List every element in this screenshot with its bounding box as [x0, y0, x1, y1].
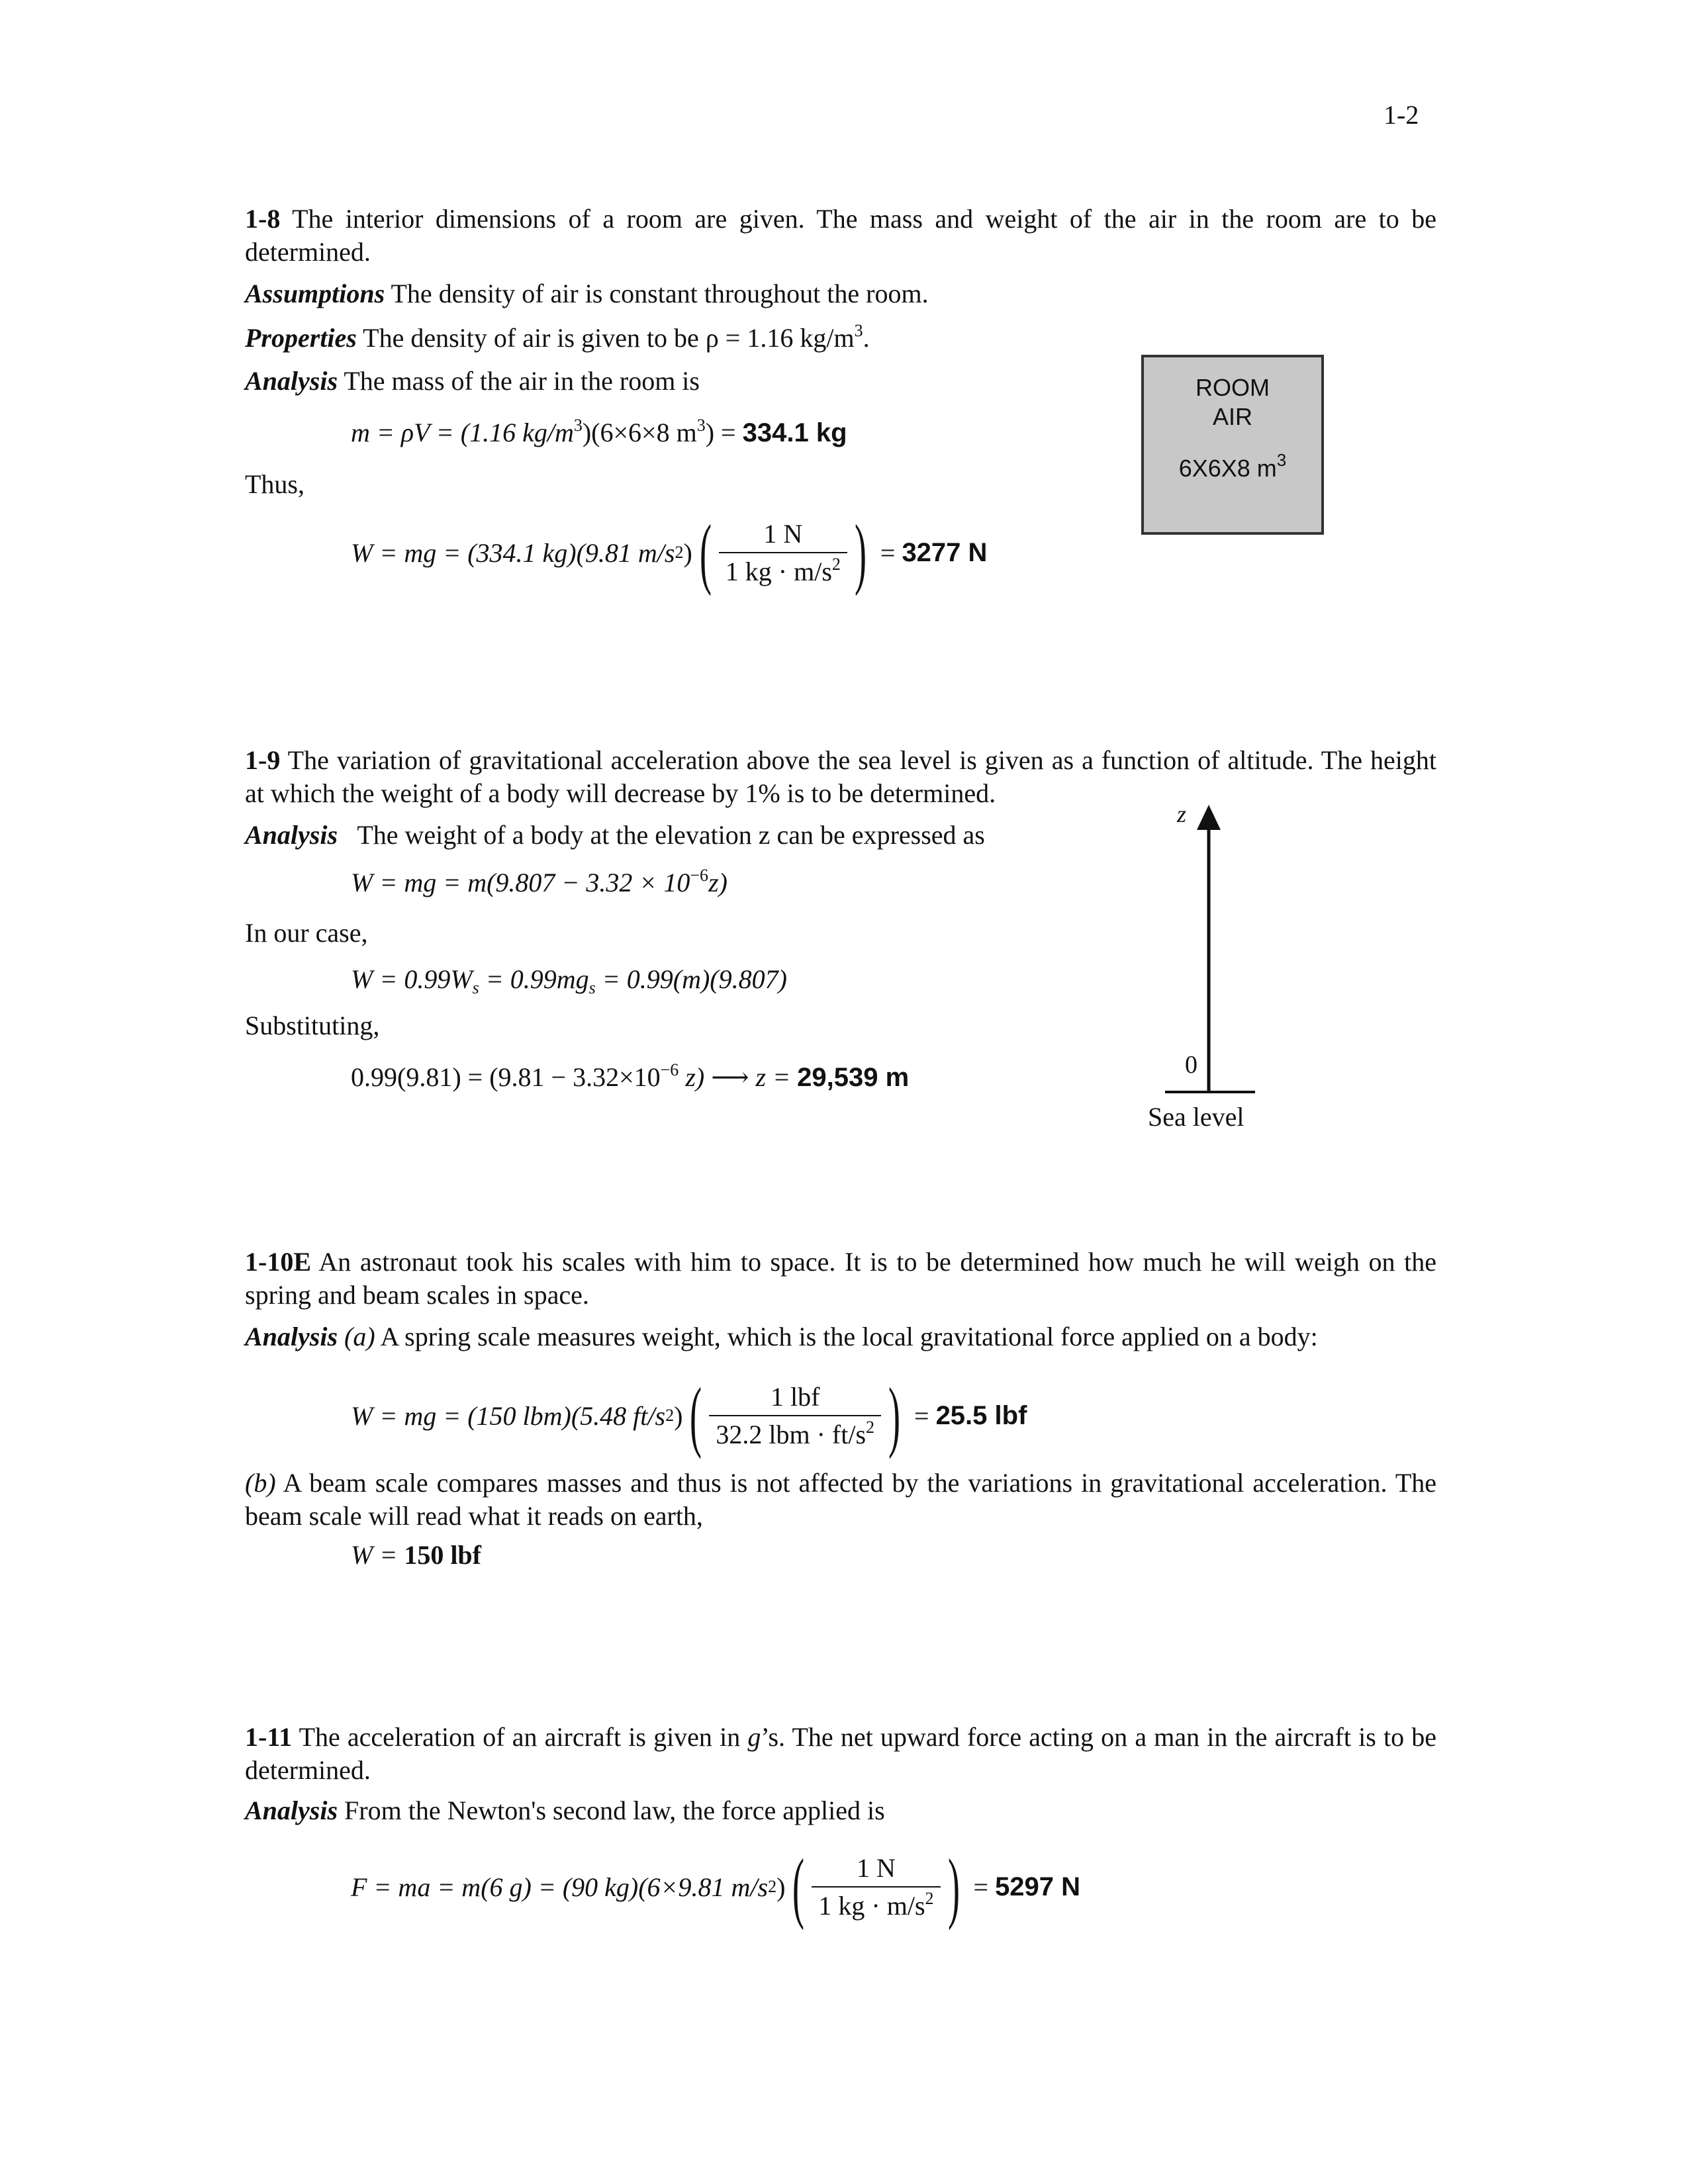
eq-part: W =	[351, 1540, 404, 1570]
statement-text: An astronaut took his scales with him to space. It is to be determined how much he will weigh on the spring and beam scales in space.	[245, 1247, 1436, 1310]
eq-part: )(6×6×8 m	[582, 418, 697, 447]
eq-part: W = 0.99W	[351, 964, 473, 994]
problem-1-8-statement	[245, 203, 1436, 269]
assumptions-line	[245, 278, 929, 310]
eq-part: W = mg = m(9.807 − 3.32 × 10	[351, 868, 690, 897]
part-a-label: (a)	[344, 1322, 375, 1351]
problem-1-10e-statement	[245, 1246, 1436, 1312]
analysis-label: Analysis	[245, 366, 338, 396]
result-weight: 3277 N	[902, 537, 988, 567]
analysis-label: Analysis	[245, 1322, 338, 1351]
paren-right: )	[947, 1843, 960, 1931]
problem-id: 1-9	[245, 745, 281, 775]
analysis-text: From the Newton's second law, the force applied is	[344, 1796, 885, 1825]
analysis-line	[245, 819, 985, 851]
exponent: 2	[831, 555, 841, 574]
room-label: ROOM	[1196, 374, 1270, 401]
problem-id: 1-11	[245, 1722, 293, 1752]
z-axis-arrow	[1197, 805, 1221, 830]
analysis-label: Analysis	[245, 1796, 338, 1825]
properties-line: Properties The density of air is given to be ρ = 1.16 $kg/m^3$.	[245, 321, 870, 353]
page-number: 1-2	[1383, 100, 1419, 130]
assumptions-label: Assumptions	[245, 279, 385, 308]
assumptions-text: The density of air is constant throughout the room.	[391, 279, 929, 308]
analysis-text: The mass of the air in the room is	[344, 366, 700, 396]
equation-force: F = ma = m(6 g) = (90 kg)(6×9.81 m/s 2 ) ( $\frac{1 N}{1 kg \cdot m/s^2}$ ) = 5297 N	[351, 1843, 1081, 1931]
problem-1-11-statement	[245, 1721, 1436, 1787]
statement-pre: The acceleration of an aircraft is given in	[299, 1722, 748, 1752]
denominator	[719, 553, 847, 587]
problem-id: 1-10E	[245, 1247, 311, 1277]
thus-text: Thus,	[245, 469, 305, 499]
eq-part: ) =	[705, 418, 743, 447]
statement-g: g	[747, 1722, 761, 1752]
numerator: 1 N	[719, 518, 847, 553]
paren-left: (	[792, 1843, 805, 1931]
denominator-text: 1 kg · m/s	[818, 1891, 925, 1921]
eq-part: z)	[708, 868, 727, 897]
statement-text: The interior dimensions of a room are given. The mass and weight of the air in the room are to be determined.	[245, 204, 1437, 267]
analysis-text: The weight of a body at the elevation z can be expressed as	[357, 820, 985, 850]
exponent: 3	[696, 416, 706, 435]
exponent: 3	[573, 416, 583, 435]
conversion-fraction	[719, 518, 847, 587]
denominator	[812, 1888, 940, 1921]
subscript: s	[472, 978, 479, 997]
denominator-text: 1 kg · m/s	[725, 557, 832, 586]
part-b-text: A beam scale compares masses and thus is not affected by the variations in gravitational acceleration. The beam scale will read what it reads on earth,	[245, 1468, 1437, 1531]
air-label: AIR	[1212, 403, 1252, 430]
eq-part: = 0.99mg	[479, 964, 589, 994]
eq-part: W = mg = (334.1 kg)(9.81 m/s	[351, 537, 675, 568]
statement-text: The variation of gravitational acceleration above the sea level is given as a function of altitude. The height at which the weight of a body will decrease by 1% is to be determined.	[245, 745, 1436, 808]
result-spring: 25.5 lbf	[935, 1400, 1027, 1430]
problem-1-9-statement	[245, 744, 1436, 810]
numerator: 1 N	[812, 1852, 940, 1888]
analysis-line	[245, 365, 700, 397]
eq-part: F = ma = m(6 g) = (90 kg)(6×9.81 m/s	[351, 1872, 769, 1902]
exponent: 3	[854, 321, 863, 340]
altitude-figure	[1125, 801, 1284, 1145]
exponent: −6	[660, 1060, 679, 1079]
part-b-paragraph	[245, 1467, 1436, 1533]
part-b-label: (b)	[245, 1468, 276, 1498]
analysis-label: Analysis	[245, 820, 338, 850]
problem-id: 1-8	[245, 204, 281, 234]
properties-label: Properties	[245, 323, 357, 353]
equation-case	[351, 964, 787, 995]
sea-level-label: Sea level	[1148, 1102, 1244, 1132]
statement-post: ’s. The net upward force acting on a man in the aircraft is to be determined.	[245, 1722, 1437, 1785]
subscript: s	[588, 978, 596, 997]
dimensions-text: 6X6X8 m	[1178, 455, 1277, 482]
paren-left: (	[699, 508, 712, 596]
zero-label: 0	[1185, 1051, 1197, 1079]
numerator: 1 lbf	[709, 1381, 881, 1416]
eq-part: m = ρV = (1.16 kg/m	[351, 418, 574, 447]
properties-text: The density of air is given to be ρ = 1.16 kg/m	[363, 323, 855, 353]
analysis-line	[245, 1321, 1318, 1353]
result-mass: 334.1 kg	[742, 418, 847, 447]
eq-part: = 0.99(m)(9.807)	[595, 964, 787, 994]
equation-weight: W = mg = (334.1 kg)(9.81 m/s 2 ) ( $\frac{1 N}{1 kg \cdot m/s^2}$ ) = 3277 N	[351, 508, 988, 596]
paren-left: (	[690, 1371, 702, 1459]
result-force: 5297 N	[995, 1872, 1081, 1901]
exponent: −6	[690, 866, 709, 885]
analysis-text: A spring scale measures weight, which is the local gravitational force applied on a body:	[380, 1322, 1318, 1351]
paren-right: )	[888, 1371, 901, 1459]
denominator-text: 32.2 lbm · ft/s	[716, 1420, 867, 1449]
exponent: 2	[925, 1889, 934, 1908]
case-text: In our case,	[245, 918, 368, 948]
equation-substitution	[351, 1062, 909, 1093]
z-axis-label: z	[1177, 801, 1187, 827]
result-height: 29,539 m	[797, 1063, 910, 1092]
room-dimensions	[1144, 450, 1321, 483]
conversion-fraction	[709, 1381, 881, 1450]
analysis-line	[245, 1795, 885, 1827]
exponent: 2	[866, 1418, 875, 1437]
denominator	[709, 1416, 881, 1450]
equation-weight-z	[351, 867, 727, 899]
eq-part: 0.99(9.81) = (9.81 − 3.32×10	[351, 1062, 661, 1092]
conversion-fraction	[812, 1852, 940, 1921]
substituting-text: Substituting,	[245, 1011, 380, 1040]
result-beam: 150 lbf	[404, 1540, 481, 1570]
room-air-figure	[1141, 355, 1324, 535]
equation-beam-scale	[351, 1539, 481, 1571]
exponent: 3	[1276, 450, 1287, 470]
paren-right: )	[854, 508, 867, 596]
eq-part: W = mg = (150 lbm)(5.48 ft/s	[351, 1400, 666, 1431]
equation-mass	[351, 417, 847, 449]
equation-spring-scale: W = mg = (150 lbm)(5.48 ft/s 2 ) ( $\frac{\text{1 lbf}}{32.2 lbm \cdot ft/s^2}$ ) = 25.5 lbf	[351, 1371, 1027, 1459]
eq-part: z) ⟶ z =	[685, 1062, 798, 1092]
